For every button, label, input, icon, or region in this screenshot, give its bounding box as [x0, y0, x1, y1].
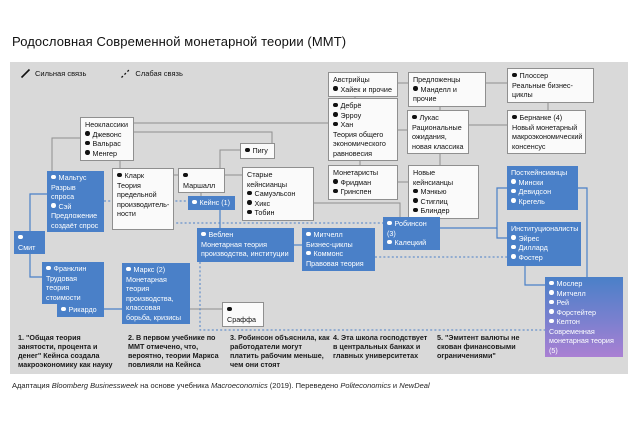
box-text: Реальные бизнес-циклы [512, 80, 573, 99]
box-line [549, 298, 619, 308]
box-keynes [188, 196, 235, 210]
bullet-icon [306, 232, 311, 237]
box-text: Маршалл [183, 180, 216, 190]
box-franklin [42, 262, 104, 304]
box-text: Бернанке (4) [519, 113, 563, 122]
bullet-icon [333, 103, 338, 108]
box-text: Гринспен [340, 187, 372, 196]
box-line [192, 198, 231, 208]
box-text: Хикс [254, 198, 271, 208]
bullet-icon [333, 189, 338, 194]
box-text: Рикардо [68, 305, 97, 314]
box-line [333, 187, 393, 197]
box-text: Предложение создаёт спрос [51, 211, 99, 230]
box-text: Келтон [556, 317, 580, 326]
box-text: Институционалисты [511, 224, 579, 233]
link-gray [220, 150, 240, 168]
box-line [183, 171, 220, 190]
box-text: Коммонс [313, 249, 344, 258]
box-text: Тобин [254, 208, 275, 217]
box-pigou [240, 143, 275, 159]
link-gray [314, 203, 400, 217]
box-text: Диллард [518, 243, 548, 252]
box-line [549, 279, 619, 289]
box-text: Сэй [58, 201, 72, 211]
bullet-icon [413, 86, 418, 91]
box-line [333, 85, 393, 95]
bullet-icon [51, 203, 56, 208]
box-text: Монетаристы [333, 168, 379, 177]
box-line [549, 289, 619, 299]
box-smith [14, 231, 45, 254]
attribution [12, 381, 430, 390]
box-text: Франклин [53, 264, 87, 273]
bullet-icon [245, 148, 250, 153]
bullet-icon [306, 251, 311, 256]
box-line [333, 111, 393, 121]
bullet-icon [511, 198, 516, 203]
box-text: Хайек и прочие [340, 84, 392, 94]
box-line [247, 170, 309, 189]
box-text: Смит [18, 242, 36, 252]
box-text: Современная монетарная теория (5) [549, 326, 614, 355]
box-bernanke [507, 110, 586, 154]
box-text: Блиндер [420, 206, 450, 215]
box-neoclassics [80, 117, 134, 161]
link-blue [525, 266, 545, 285]
bullet-icon [126, 267, 131, 272]
box-veblen [197, 228, 294, 262]
bullet-icon [511, 189, 516, 194]
attribution-source: Politeconomics [340, 381, 391, 390]
box-line [333, 178, 393, 188]
box-text: Мальтус [58, 173, 87, 182]
attribution-source: NewDeal [399, 381, 430, 390]
bullet-icon [549, 309, 554, 314]
box-text: Лукас [419, 113, 439, 122]
box-text: Мэнкью [420, 187, 447, 196]
box-line [512, 113, 581, 123]
bullet-icon [227, 307, 232, 312]
annotation-5: 5. "Эмитент валюты не скован финансовыми ограничениями" [437, 333, 520, 360]
bullet-icon [412, 115, 417, 120]
box-text: Девидсон [518, 187, 552, 196]
box-line [201, 240, 290, 259]
box-line [549, 317, 619, 327]
box-line [126, 275, 186, 323]
box-text: Мослер [556, 279, 583, 288]
box-line [247, 208, 309, 218]
box-line [18, 233, 41, 252]
bullet-icon [549, 290, 554, 295]
bullet-icon [61, 307, 66, 312]
box-line [46, 264, 100, 274]
box-line [512, 81, 589, 100]
box-text: Посткейнсианцы [511, 168, 568, 177]
box-text: Эйрес [518, 233, 540, 243]
bullet-icon [192, 200, 197, 205]
box-text: Монетарная теория производства, институции [201, 239, 289, 258]
box-text: Новый монетарный макроэкономический консенсус [512, 122, 583, 151]
box-line [511, 234, 577, 244]
bullet-icon [549, 319, 554, 324]
box-text: Митчелл [556, 288, 586, 298]
box-line [413, 75, 481, 85]
box-line [512, 123, 581, 152]
box-line [126, 265, 186, 275]
box-text: Правовая теория [306, 258, 364, 268]
box-text: Австрийцы [333, 75, 370, 84]
box-line [51, 202, 100, 212]
box-line [46, 274, 100, 303]
box-text: Сраффа [227, 314, 257, 324]
box-text: Теория предельной производительности [117, 180, 170, 218]
box-line [511, 224, 577, 234]
box-line [412, 113, 464, 123]
box-line [333, 120, 393, 130]
box-line [512, 71, 589, 81]
box-text: Крегель [518, 196, 545, 206]
box-line [61, 305, 100, 315]
bullet-icon [511, 235, 516, 240]
box-plosser [507, 68, 594, 103]
bullet-icon [549, 281, 554, 286]
box-line [51, 173, 100, 183]
attribution-source: Bloomberg Businessweek [51, 381, 139, 390]
box-line [117, 181, 169, 219]
box-line [85, 149, 129, 159]
box-line [387, 238, 436, 248]
bullet-icon [46, 266, 51, 271]
annotation-2: 2. В первом учебнике по ММТ отмечено, что, вероятно, теории Маркса повлияли на Кейнса [128, 333, 219, 369]
box-mitchell-commons [302, 228, 375, 271]
box-text: Неоклассики [85, 120, 128, 129]
attribution-text: (2019). Переведено [267, 381, 341, 390]
box-text: Митчелл [313, 230, 343, 239]
attribution-text: на основе учебника [138, 381, 212, 390]
box-text: Стиглиц [420, 196, 448, 206]
bullet-icon [549, 300, 554, 305]
bullet-icon [18, 235, 23, 240]
legend-strong-label: Сильная связь [35, 69, 87, 78]
bullet-icon [387, 240, 392, 245]
box-text: Бизнес-циклы [306, 239, 353, 249]
box-line [85, 130, 129, 140]
attribution-source: Macroeconomics [211, 381, 268, 390]
bullet-icon [333, 112, 338, 117]
box-line [85, 120, 129, 130]
box-clark [112, 168, 174, 230]
page-title: Родословная Современной монетарной теории (ММТ) [12, 34, 347, 49]
box-text: Теория общего экономического равновесия [333, 129, 386, 158]
bullet-icon [247, 210, 252, 215]
box-text: Мински [518, 177, 544, 187]
bullet-icon [333, 86, 338, 91]
box-text: Робинсон (3) [387, 219, 427, 238]
box-line [413, 168, 474, 187]
box-line [413, 206, 474, 216]
box-line [413, 85, 481, 104]
box-text: Дебрё [340, 101, 362, 110]
bullet-icon [183, 173, 188, 178]
bullet-icon [512, 73, 517, 78]
box-text: Манделл и прочие [413, 84, 457, 103]
box-text: Кейнс (1) [199, 198, 231, 207]
bullet-icon [247, 191, 252, 196]
box-text: Менгер [92, 148, 117, 158]
bullet-icon [511, 245, 516, 250]
box-line [387, 219, 436, 238]
annotation-3: 3. Робинсон объяснила, как работодатели могут платить рабочим меньше, чем они стоят [230, 333, 330, 369]
box-line [245, 146, 270, 156]
box-post-keynesians [507, 166, 578, 210]
bullet-icon [247, 200, 252, 205]
box-line [247, 189, 309, 199]
attribution-text: Адаптация [12, 381, 52, 390]
link-gray [134, 132, 272, 143]
box-text: Старые кейнсианцы [247, 170, 288, 189]
box-austrians [328, 72, 398, 97]
box-text: Фостер [518, 252, 543, 262]
box-line [201, 230, 290, 240]
box-text: Эрроу [340, 110, 362, 120]
box-supply-siders [408, 72, 486, 107]
annotation-4: 4. Эта школа господствует в центральных банках и главных университетах [333, 333, 428, 360]
box-line [227, 305, 259, 324]
box-sraffa [222, 302, 264, 327]
box-text: Плоссер [519, 71, 549, 80]
bullet-icon [201, 232, 206, 237]
bullet-icon [333, 179, 338, 184]
box-text: Калецкий [394, 238, 427, 247]
box-line [333, 101, 393, 111]
box-line [333, 168, 393, 178]
box-line [85, 139, 129, 149]
box-line [333, 130, 393, 159]
diagram-panel [10, 62, 628, 374]
bullet-icon [512, 115, 517, 120]
box-line [511, 197, 574, 207]
box-general-equilibrium [328, 98, 398, 161]
box-line [413, 187, 474, 197]
box-line [412, 123, 464, 152]
box-text: Рациональные ожидания, новая классика [412, 122, 464, 151]
box-text: Вальрас [92, 139, 121, 148]
box-text: Новые кейнсианцы [413, 168, 454, 187]
box-old-keynesians [242, 167, 314, 221]
bullet-icon [511, 254, 516, 259]
box-marshall [178, 168, 225, 193]
box-text: Самуэльсон [254, 189, 296, 198]
link-blue [30, 194, 47, 231]
box-line [306, 240, 371, 250]
bullet-icon [117, 173, 122, 178]
box-line [549, 308, 619, 318]
box-text: Трудовая теория стоимости [46, 273, 81, 302]
bullet-icon [387, 221, 392, 226]
bullet-icon [85, 141, 90, 146]
legend-weak-label: Слабая связь [135, 69, 183, 78]
box-monetarists [328, 165, 398, 200]
box-institutionalists [507, 222, 581, 266]
box-text: Маркс (2) [133, 265, 166, 274]
box-line [333, 75, 393, 85]
box-line [51, 183, 100, 202]
box-marx [122, 263, 190, 324]
box-line [511, 253, 577, 263]
bullet-icon [333, 122, 338, 127]
box-line [117, 171, 169, 181]
box-text: Джевонс [92, 129, 122, 139]
box-line [306, 259, 371, 269]
box-lucas [407, 110, 469, 154]
bullet-icon [413, 189, 418, 194]
link-blue [497, 228, 507, 238]
box-text: Форстейтер [556, 307, 596, 317]
box-text: Кларк [124, 171, 145, 180]
box-line [51, 211, 100, 230]
box-line [511, 168, 574, 178]
box-text: Фридман [340, 177, 372, 187]
box-new-keynesians [408, 165, 479, 219]
box-text: Пигу [252, 146, 268, 155]
box-robinson-kalecki [383, 217, 440, 250]
box-ricardo [57, 303, 104, 317]
box-line [306, 230, 371, 240]
bullet-icon [413, 198, 418, 203]
box-text: Предложенцы [413, 75, 461, 84]
bullet-icon [511, 179, 516, 184]
bullet-icon [85, 131, 90, 136]
box-line [511, 178, 574, 188]
attribution-text: и [390, 381, 400, 390]
annotation-1: 1. "Общая теория занятости, процента и денег" Кейнса создала макроэкономику как науку [18, 333, 113, 369]
box-text: Рей [556, 298, 569, 307]
box-malthus-say [47, 171, 104, 232]
box-line [247, 199, 309, 209]
box-line [306, 249, 371, 259]
bullet-icon [413, 208, 418, 213]
box-text: Хан [340, 120, 354, 129]
bullet-icon [51, 175, 56, 180]
box-line [413, 197, 474, 207]
box-mmt [545, 277, 623, 357]
box-text: Веблен [208, 230, 234, 239]
box-line [549, 327, 619, 356]
box-text: Монетарная теория производства, классовая борьба, кризисы [126, 274, 182, 322]
bullet-icon [85, 150, 90, 155]
box-line [511, 187, 574, 197]
link-gray [52, 138, 80, 171]
box-text: Разрыв спроса [51, 182, 76, 201]
box-line [511, 243, 577, 253]
